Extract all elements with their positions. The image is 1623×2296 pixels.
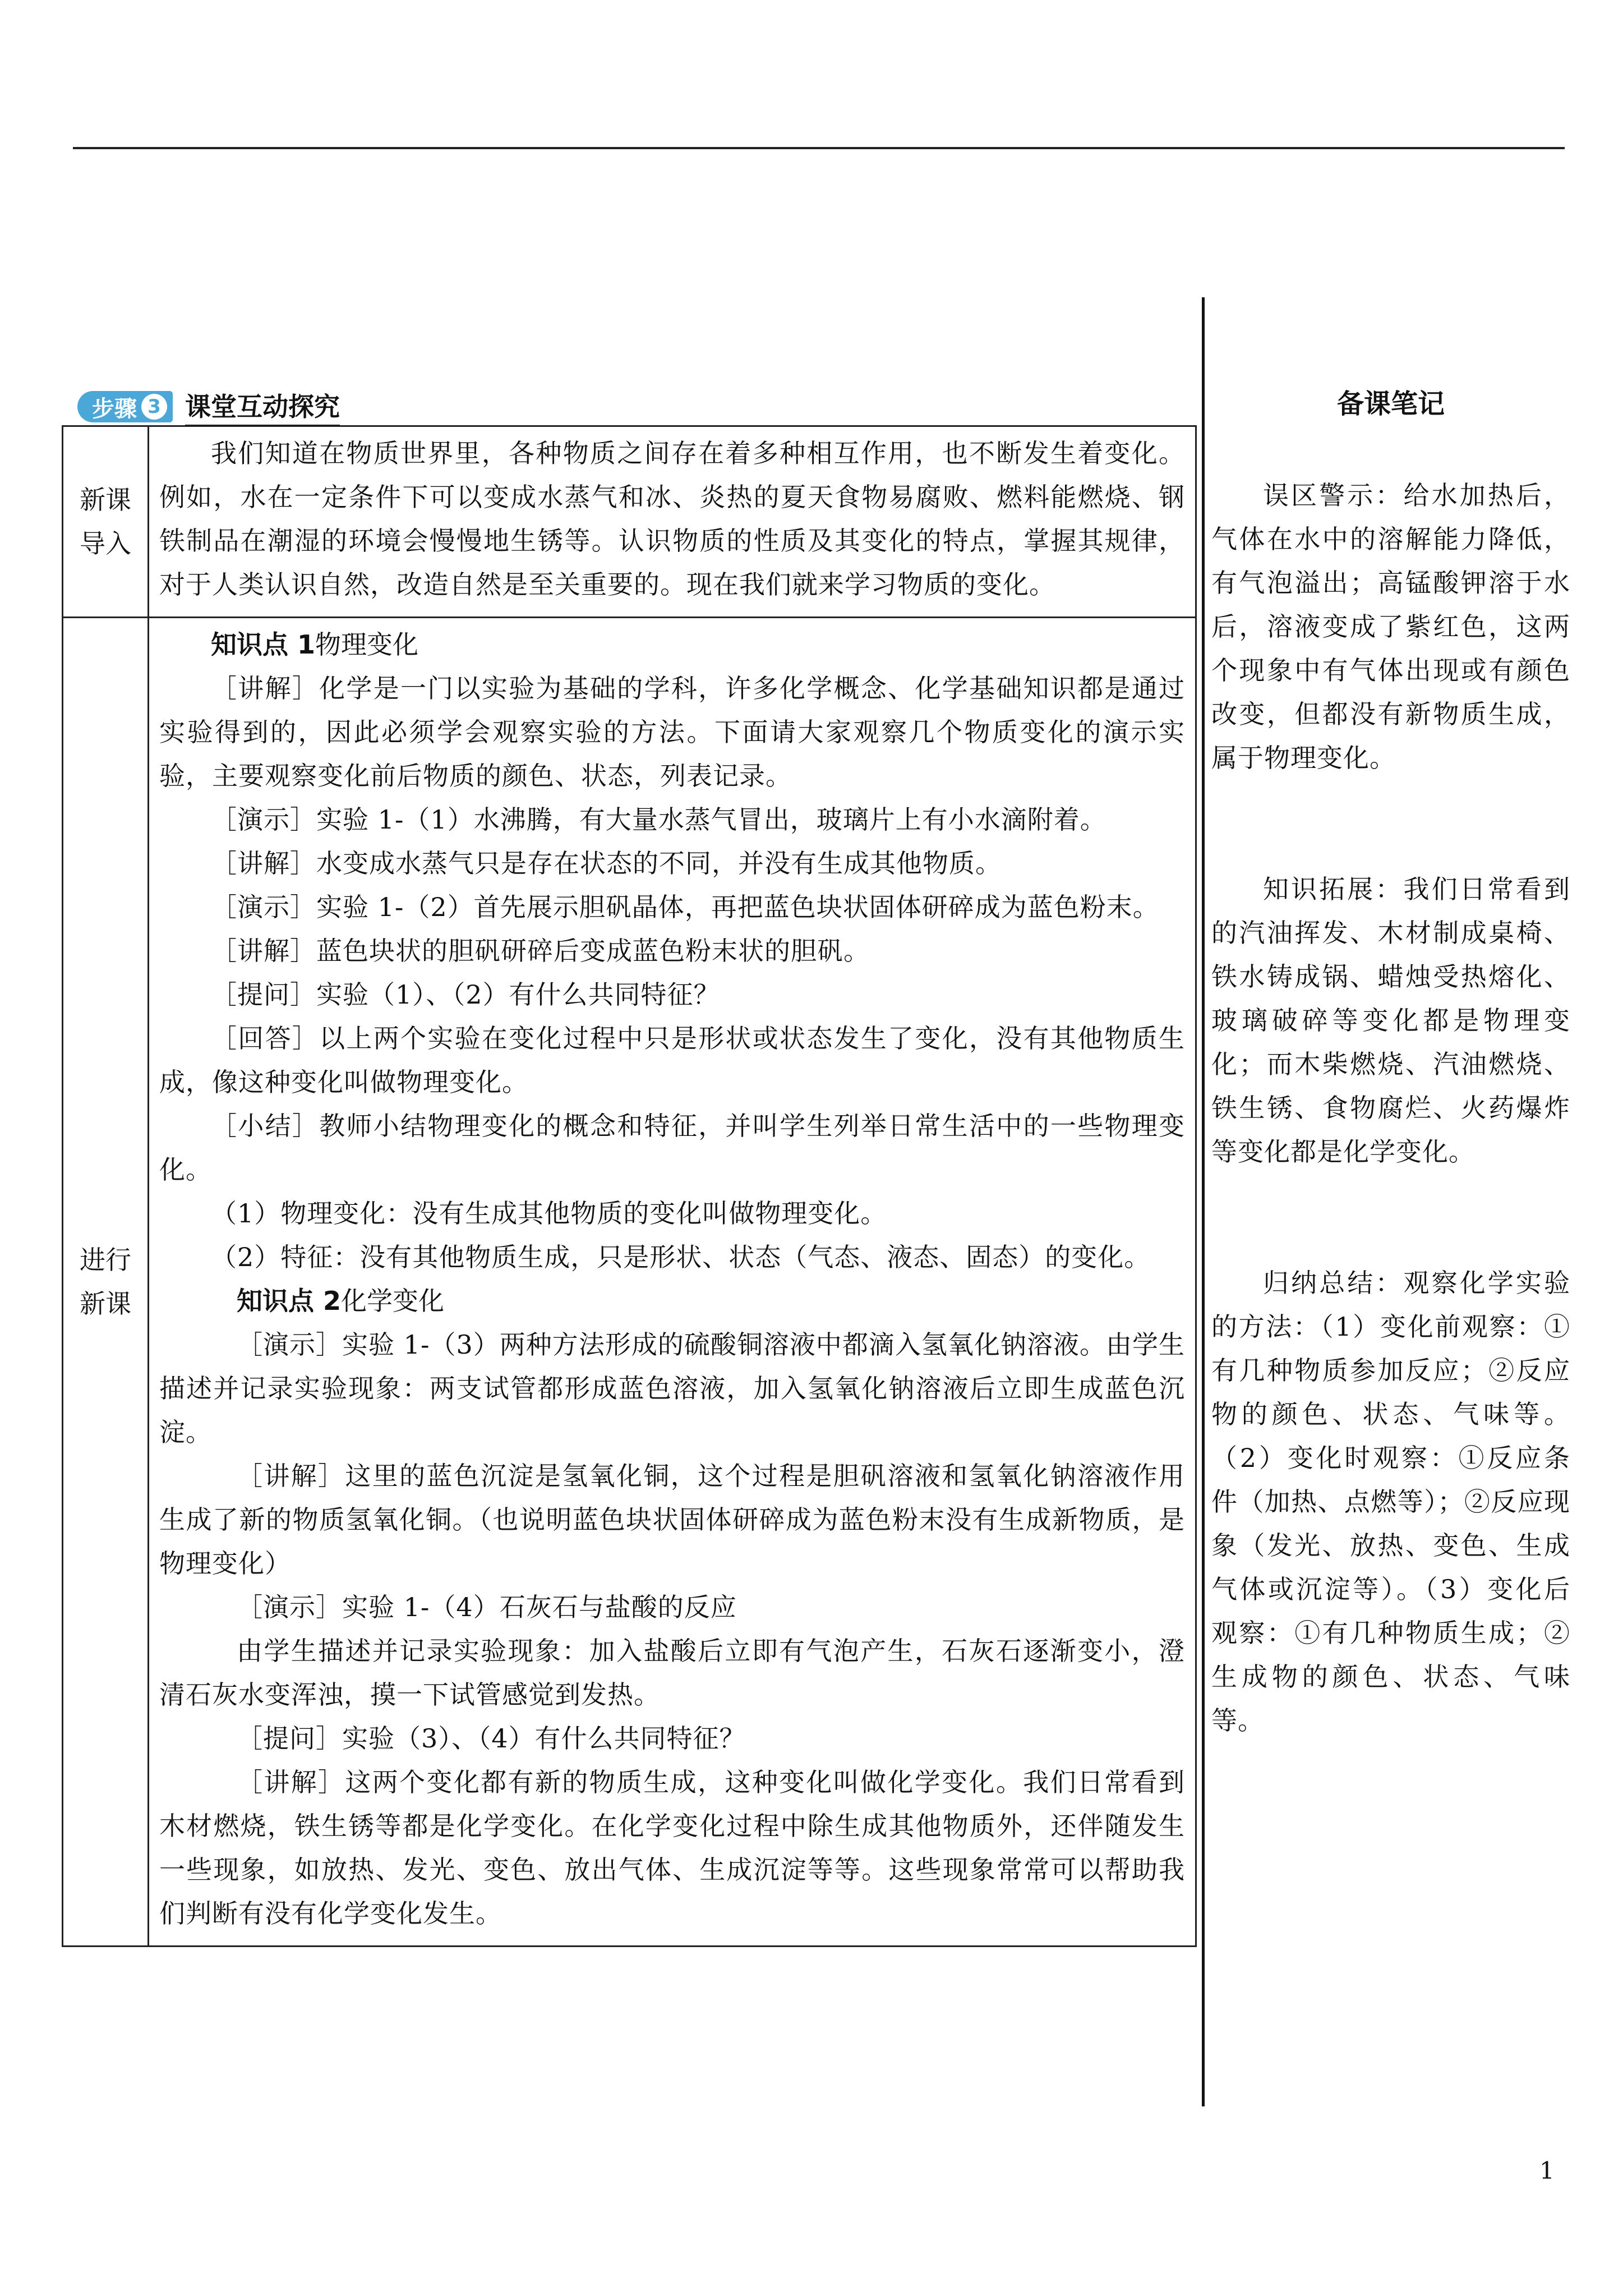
knowledge-point-2 bbox=[159, 1279, 1185, 1323]
lesson-paragraph: ［讲解］这里的蓝色沉淀是氢氧化铜，这个过程是胆矾溶液和氢氧化钠溶液作用生成了新的物质氢氧化铜。（也说明蓝色块状固体研碎成为蓝色粉末没有生成新物质，是物理变化） bbox=[159, 1461, 1185, 1579]
step-badge-label: 步骤 bbox=[92, 395, 137, 422]
new-lesson-label-line: 进行 bbox=[80, 1245, 131, 1275]
lesson-paragraph: （1）物理变化：没有生成其他物质的变化叫做物理变化。 bbox=[211, 1198, 887, 1228]
note-summary: 归纳总结：观察化学实验的方法：（1）变化前观察：①有几种物质参加反应；②反应物的颜色、状态、气味等。（2）变化时观察：①反应条件（加热、点燃等）；②反应现象（发光、放热、变色、生成气体或沉淀等）。（3）变化后观察：①有几种物质生成；②生成物的颜色、状态、气味等。 bbox=[1211, 1268, 1570, 1736]
lesson-paragraph: ［提问］实验（1）、（2）有什么共同特征？ bbox=[211, 979, 720, 1010]
lesson-paragraph: ［讲解］化学是一门以实验为基础的学科，许多化学概念、化学基础知识都是通过实验得到的，因此必须学会观察实验的方法。下面请大家观察几个物质变化的演示实验，主要观察变化前后物质的颜色、状态，列表记录。 bbox=[159, 673, 1185, 791]
knowledge-point-title: 物理变化 bbox=[315, 629, 419, 660]
step-title: 课堂互动探究 bbox=[185, 386, 340, 427]
intro-content bbox=[149, 426, 1196, 618]
step-header bbox=[77, 387, 340, 426]
note-misconception: 误区警示：给水加热后，气体在水中的溶解能力降低，有气泡溢出；高锰酸钾溶于水后，溶液变成了紫红色，这两个现象中有气体出现或有颜色改变，但都没有新物质生成，属于物理变化。 bbox=[1211, 480, 1570, 773]
notes-divider bbox=[1202, 297, 1205, 2106]
knowledge-point-head: 知识点 1 bbox=[211, 629, 316, 660]
notes-title: 备课笔记 bbox=[1336, 388, 1445, 420]
lesson-paragraph: ［提问］实验（3）、（4）有什么共同特征？ bbox=[237, 1723, 746, 1754]
intro-row bbox=[63, 426, 1196, 618]
lesson-paragraph: ［演示］实验 1-（2）首先展示胆矾晶体，再把蓝色块状固体研碎成为蓝色粉末。 bbox=[211, 892, 1159, 922]
lesson-paragraph: ［回答］以上两个实验在变化过程中只是形状或状态发生了变化，没有其他物质生成，像这种变化叫做物理变化。 bbox=[159, 1023, 1185, 1097]
step-number: 3 bbox=[141, 394, 167, 420]
lesson-table bbox=[62, 425, 1197, 1947]
lesson-paragraph: （2）特征：没有其他物质生成，只是形状、状态（气态、液态、固态）的变化。 bbox=[211, 1242, 1151, 1272]
lesson-paragraph: ［演示］实验 1-（4）石灰石与盐酸的反应 bbox=[237, 1592, 737, 1622]
lesson-paragraph: 由学生描述并记录实验现象：加入盐酸后立即有气泡产生，石灰石逐渐变小，澄清石灰水变浑浊，摸一下试管感觉到发热。 bbox=[159, 1636, 1185, 1710]
page-number: 1 bbox=[1539, 2157, 1555, 2184]
knowledge-point-title: 化学变化 bbox=[341, 1286, 445, 1316]
lesson-paragraph: ［讲解］这两个变化都有新的物质生成，这种变化叫做化学变化。我们日常看到木材燃烧，铁生锈等都是化学变化。在化学变化过程中除生成其他物质外，还伴随发生一些现象，如放热、发光、变色、放出气体、生成沉淀等等。这些现象常常可以帮助我们判断有没有化学变化发生。 bbox=[159, 1767, 1185, 1929]
lesson-paragraph: ［演示］实验 1-（3）两种方法形成的硫酸铜溶液中都滴入氢氧化钠溶液。由学生描述并记录实验现象：两支试管都形成蓝色溶液，加入氢氧化钠溶液后立即生成蓝色沉淀。 bbox=[159, 1329, 1185, 1447]
knowledge-point-1 bbox=[159, 623, 1185, 666]
lesson-paragraph: ［小结］教师小结物理变化的概念和特征，并叫学生列举日常生活中的一些物理变化。 bbox=[159, 1111, 1185, 1185]
intro-label-line: 新课 bbox=[80, 485, 131, 515]
notes-column bbox=[1211, 381, 1570, 1830]
new-lesson-content bbox=[149, 618, 1196, 1947]
step-badge bbox=[77, 391, 173, 422]
lesson-paragraph: ［演示］实验 1-（1）水沸腾，有大量水蒸气冒出，玻璃片上有小水滴附着。 bbox=[211, 804, 1106, 835]
new-lesson-label-line: 新课 bbox=[80, 1289, 131, 1319]
lesson-paragraph: ［讲解］蓝色块状的胆矾研碎后变成蓝色粉末状的胆矾。 bbox=[211, 936, 870, 966]
new-lesson-label bbox=[63, 618, 149, 1947]
note-extension: 知识拓展：我们日常看到的汽油挥发、木材制成桌椅、铁水铸成锅、蜡烛受热熔化、玻璃破碎等变化都是物理变化；而木柴燃烧、汽油燃烧、铁生锈、食物腐烂、火药爆炸等变化都是化学变化。 bbox=[1211, 874, 1570, 1167]
knowledge-point-head: 知识点 2 bbox=[237, 1286, 342, 1316]
new-lesson-row bbox=[63, 618, 1196, 1947]
intro-paragraph: 我们知道在物质世界里，各种物质之间存在着多种相互作用，也不断发生着变化。例如，水在一定条件下可以变成水蒸气和冰、炎热的夏天食物易腐败、燃料能燃烧、钢铁制品在潮湿的环境会慢慢地生锈等。认识物质的性质及其变化的特点，掌握其规律，对于人类认识自然，改造自然是至关重要的。现在我们就来学习物质的变化。 bbox=[159, 438, 1185, 600]
lesson-paragraph: ［讲解］水变成水蒸气只是存在状态的不同，并没有生成其他物质。 bbox=[211, 848, 1002, 878]
header-rule bbox=[73, 147, 1565, 149]
intro-label bbox=[63, 426, 149, 618]
intro-label-line: 导入 bbox=[80, 528, 131, 559]
